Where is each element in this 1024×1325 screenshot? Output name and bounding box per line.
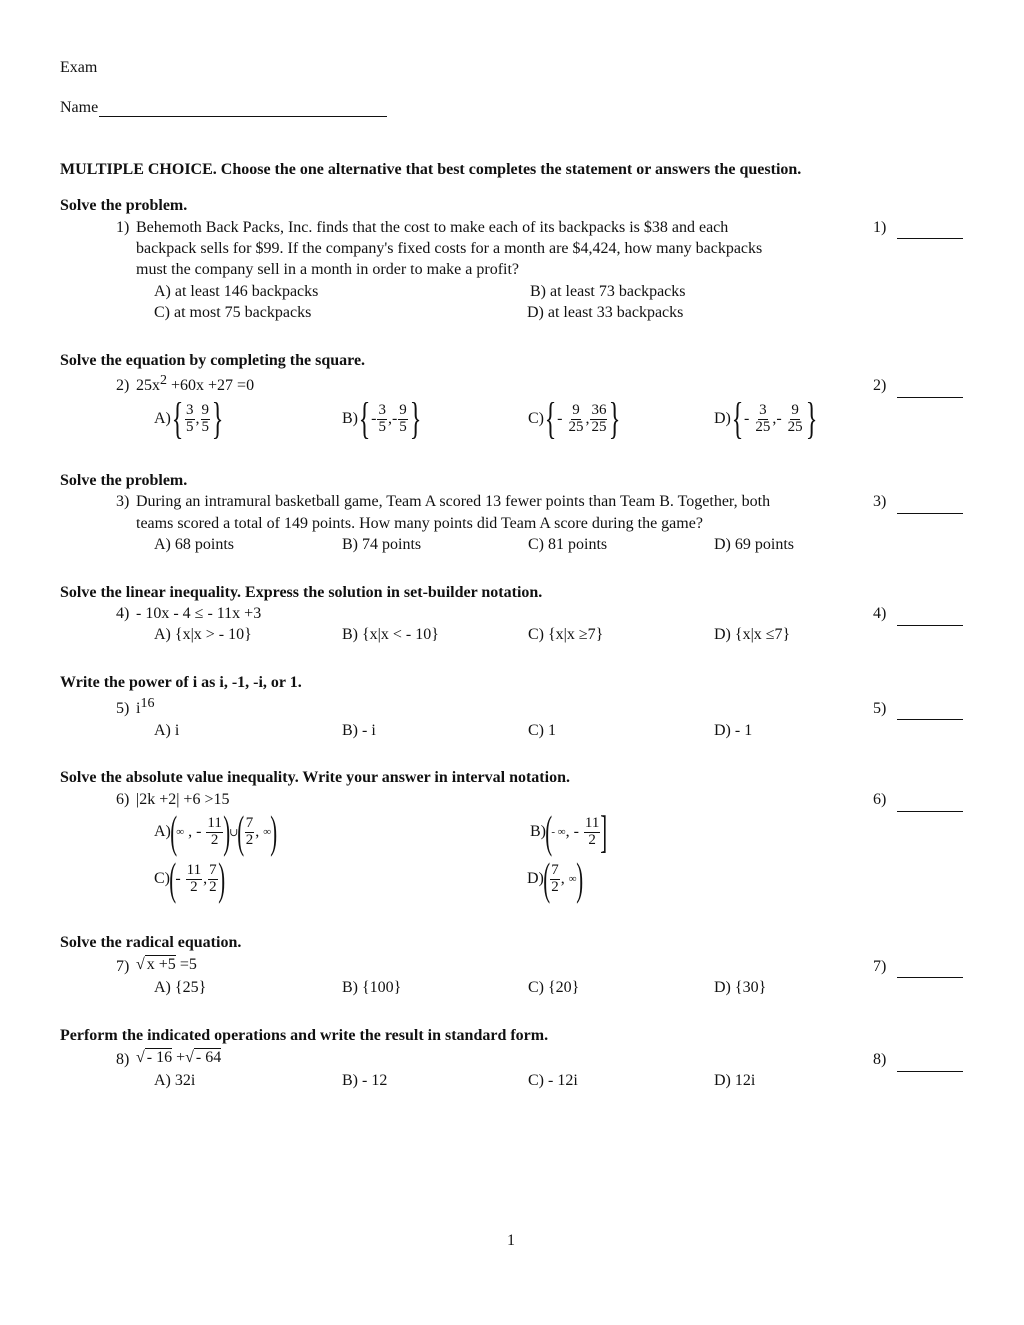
equation	[136, 373, 255, 395]
union-symbol: ∪	[229, 826, 239, 839]
answer-number-6: 6)	[873, 791, 887, 808]
equation	[136, 1049, 221, 1067]
equation-term: 25x	[136, 377, 160, 394]
left-paren: (	[169, 853, 177, 904]
fraction: $\frac{7}{2}$	[551, 861, 559, 895]
fraction: $\frac{3}{25}$	[755, 401, 771, 435]
section-heading: Solve the problem.	[60, 472, 188, 489]
left-brace: {	[358, 394, 371, 443]
choice-c[interactable]: C) 81 points	[528, 536, 608, 553]
choice-a[interactable]: A) {25}	[154, 979, 207, 996]
choice-a[interactable]: A) at least 146 backpacks	[154, 283, 319, 300]
section-heading: Solve the absolute value inequality. Write your answer in interval notation.	[60, 769, 570, 786]
answer-number-7: 7)	[873, 958, 887, 975]
sqrt-icon: √	[136, 1049, 145, 1066]
choice-d[interactable]: D) 12i	[714, 1072, 756, 1089]
section-heading: Perform the indicated operations and write the result in standard form.	[60, 1027, 549, 1044]
fraction: $\frac{36}{25}$	[591, 401, 607, 435]
choice-d[interactable]: D) {x|x ≤7}	[714, 626, 791, 643]
answer-blank-7[interactable]	[897, 977, 963, 978]
choice-a[interactable]: A) {x|x > - 10}	[154, 626, 252, 643]
choice-label: C)	[528, 410, 544, 427]
exponent: 16	[140, 696, 155, 711]
answer-blank-3[interactable]	[897, 513, 963, 514]
choice-b[interactable]: B) - 12	[342, 1072, 388, 1089]
choice-label: B)	[530, 823, 546, 840]
fraction: $\frac{11}{2}$	[186, 861, 202, 895]
left-paren: (	[545, 806, 553, 857]
choice-c[interactable]: C) {x|x ≥7}	[528, 626, 604, 643]
instructions: MULTIPLE CHOICE. Choose the one alternative that best completes the statement or answers the question.	[60, 161, 802, 178]
name-blank[interactable]	[99, 116, 387, 117]
equation: - 10x - 4 ≤ - 11x +3	[136, 605, 262, 622]
minus-sign: -	[175, 870, 181, 887]
choice-label: A)	[154, 823, 171, 840]
left-brace: {	[731, 394, 744, 443]
question-number: 8)	[116, 1051, 130, 1068]
answer-blank-8[interactable]	[897, 1071, 963, 1072]
choice-a[interactable]	[154, 394, 224, 444]
choice-b[interactable]: B) at least 73 backpacks	[530, 283, 686, 300]
comma: ,	[255, 823, 260, 840]
choice-label: B)	[342, 410, 358, 427]
fraction: $\frac{3}{5}$	[186, 401, 194, 435]
choice-c[interactable]	[154, 855, 224, 903]
question-number: 6)	[116, 791, 130, 808]
answer-blank-5[interactable]	[897, 719, 963, 720]
answer-number-1: 1)	[873, 219, 887, 236]
answer-number-4: 4)	[873, 605, 887, 622]
plus-sign: +	[172, 1049, 186, 1066]
answer-number-2: 2)	[873, 377, 887, 394]
equation	[136, 956, 197, 974]
choice-d[interactable]	[714, 394, 818, 444]
question-number: 3)	[116, 493, 130, 510]
infinity-symbol: ∞	[176, 826, 185, 838]
choice-d[interactable]: D) 69 points	[714, 536, 794, 553]
section-heading: Solve the linear inequality. Express the solution in set-builder notation.	[60, 584, 543, 601]
choice-c[interactable]: C) 1	[528, 722, 556, 739]
choice-d[interactable]: D) at least 33 backpacks	[527, 304, 684, 321]
minus-sign: -	[371, 410, 377, 427]
minus-sign: -	[557, 410, 563, 427]
choice-label: A)	[154, 410, 171, 427]
choice-b[interactable]: B) {x|x < - 10}	[342, 626, 439, 643]
fraction: $\frac{9}{25}$	[568, 401, 584, 435]
answer-blank-2[interactable]	[897, 397, 963, 398]
left-paren: (	[543, 853, 551, 904]
right-brace: }	[211, 394, 224, 443]
comma: ,	[772, 410, 777, 427]
question-text-line: must the company sell in a month in order to make a profit?	[136, 261, 520, 278]
comma: ,	[565, 823, 570, 840]
choice-label: C)	[154, 870, 170, 887]
choice-label: D)	[527, 870, 544, 887]
answer-number-3: 3)	[873, 493, 887, 510]
choice-b[interactable]: B) 74 points	[342, 536, 422, 553]
minus-sign: -	[744, 410, 750, 427]
question-number: 5)	[116, 700, 130, 717]
choice-b[interactable]	[342, 394, 422, 444]
radicand: - 16	[146, 1049, 173, 1066]
left-brace: {	[171, 394, 184, 443]
answer-number-5: 5)	[873, 700, 887, 717]
comma: ,	[203, 870, 208, 887]
minus-sign: -	[196, 823, 202, 840]
equation	[136, 696, 155, 718]
question-number: 7)	[116, 958, 130, 975]
exponent: 2	[160, 373, 167, 388]
answer-blank-1[interactable]	[897, 238, 963, 239]
equation: |2k +2| +6 >15	[136, 791, 230, 808]
equation-rhs: =5	[175, 956, 197, 973]
fraction: $\frac{11}{2}$	[584, 814, 600, 848]
section-heading: Write the power of i as i, -1, -i, or 1.	[60, 674, 302, 691]
question-text-line: backpack sells for $99. If the company's fixed costs for a month are $4,424, how many backpacks	[136, 240, 763, 257]
fraction: $\frac{7}{2}$	[209, 861, 217, 895]
infinity-symbol: ∞	[263, 826, 272, 838]
right-brace: }	[805, 394, 818, 443]
right-brace: }	[409, 394, 422, 443]
radicand: x +5	[146, 956, 176, 973]
question-number: 2)	[116, 377, 130, 394]
question-number: 1)	[116, 219, 130, 236]
negative-infinity: - ∞	[551, 826, 566, 838]
radicand: - 64	[195, 1049, 222, 1066]
choice-a[interactable]: A) 32i	[154, 1072, 196, 1089]
minus-sign: -	[776, 410, 782, 427]
choice-b[interactable]: B) {100}	[342, 979, 402, 996]
question-text-line: Behemoth Back Packs, Inc. finds that the cost to make each of its backpacks is $38 and each	[136, 219, 729, 236]
fraction: $\frac{9}{25}$	[787, 401, 803, 435]
choice-c[interactable]	[528, 394, 622, 444]
section-heading: Solve the radical equation.	[60, 934, 242, 951]
choice-c[interactable]: C) at most 75 backpacks	[154, 304, 312, 321]
choice-b[interactable]	[530, 808, 607, 856]
exam-title: Exam	[60, 59, 98, 76]
right-bracket: ]	[600, 806, 608, 857]
fraction: $\frac{11}{2}$	[207, 814, 222, 848]
comma: ,	[387, 410, 392, 427]
minus-sign: -	[391, 410, 398, 427]
question-text-line: teams scored a total of 149 points. How many points did Team A score during the game?	[136, 515, 703, 532]
comma: ,	[195, 410, 200, 427]
page-number: 1	[507, 1232, 515, 1249]
choice-d[interactable]: D) - 1	[714, 722, 753, 739]
infinity-symbol: ∞	[568, 873, 577, 885]
left-brace: {	[544, 394, 557, 443]
comma: ,	[585, 410, 590, 427]
name-label: Name	[60, 99, 99, 116]
fraction: $\frac{7}{2}$	[245, 814, 254, 848]
right-paren: )	[223, 806, 230, 857]
answer-blank-4[interactable]	[897, 625, 963, 626]
sqrt-icon: √	[185, 1049, 194, 1066]
choice-c[interactable]: C) - 12i	[528, 1072, 578, 1089]
choice-c[interactable]: C) {20}	[528, 979, 580, 996]
left-paren: (	[170, 806, 178, 857]
question-text-line: During an intramural basketball game, Team A scored 13 fewer points than Team B. Together, both	[136, 493, 771, 510]
choice-a[interactable]: A) i	[154, 722, 180, 739]
question-number: 4)	[116, 605, 130, 622]
right-paren: )	[270, 806, 278, 857]
minus-sign: -	[573, 823, 579, 840]
right-paren: )	[575, 853, 583, 904]
choice-d[interactable]	[527, 855, 582, 903]
sqrt-icon: √	[136, 956, 145, 973]
comma: ,	[560, 870, 565, 887]
answer-number-8: 8)	[873, 1051, 887, 1068]
answer-blank-6[interactable]	[897, 811, 963, 812]
choice-a[interactable]: A) 68 points	[154, 536, 234, 553]
equation-term: +60x +27 =0	[167, 377, 255, 394]
right-paren: )	[217, 853, 225, 904]
comma: ,	[188, 823, 193, 840]
choice-d[interactable]: D) {30}	[714, 979, 767, 996]
fraction: $\frac{9}{5}$	[201, 401, 210, 435]
section-heading: Solve the equation by completing the square.	[60, 352, 366, 369]
right-brace: }	[609, 394, 621, 443]
base: i	[136, 700, 141, 717]
choice-b[interactable]: B) - i	[342, 722, 376, 739]
choice-a[interactable]	[154, 808, 276, 856]
fraction: $\frac{3}{5}$	[378, 401, 386, 435]
left-paren: (	[237, 806, 245, 857]
choice-label: D)	[714, 410, 731, 427]
section-heading: Solve the problem.	[60, 197, 188, 214]
fraction: $\frac{9}{5}$	[399, 401, 407, 435]
